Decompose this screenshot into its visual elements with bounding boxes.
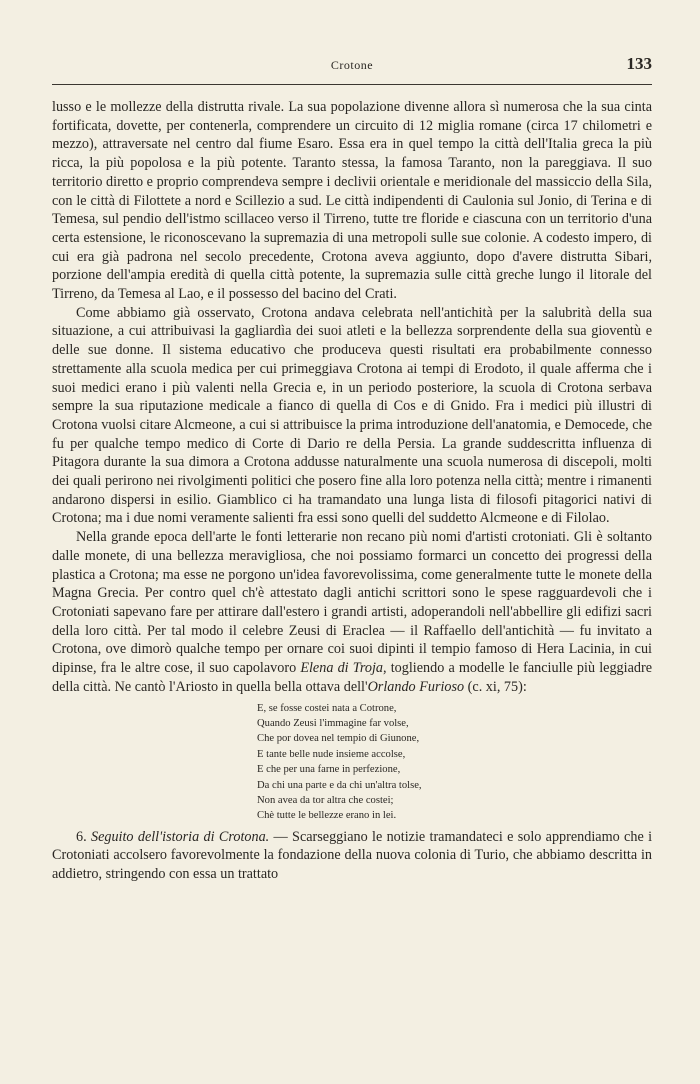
artwork-title: Elena di Troja (300, 660, 383, 677)
verse-quotation (257, 701, 652, 824)
paragraph-1: lusso e le mollezze della distrutta rivale. La sua popolazione divenne allora sì numerosa che la sua cinta fortificata, dovette, per contenerla, comprendere un circuito di 12 miglia romane (circa 17 chilometri e mezzo), attraversate nel centro dal fiume Esaro. Essa era in quel tempo la città dell'Italia greca la più ricca, la più popolosa e la più potente. Taranto stessa, la famosa Taranto, non la pareggiava. Il suo territorio diretto e proprio comprendeva sempre i declivii orientale e meridionale del massiccio della Sila, con le città di Filottete a nord e Scillezio a sud. Le città indipendenti di Caulonia sul Jonio, di Terina e di Temesa, sul pendio dell'istmo scillaceo verso il Tirreno, tutte tre floride e ciascuna con un territorio d'una certa estensione, le riconoscevano la supremazia di una metropoli sulle sue colonie. A codesto impero, di cui era già padrona nel secolo precedente, Crotona aveva aggiunto, dopo d'avere distrutta Sibari, porzione dell'ampia eredità di quella città potente, la supremazia sulle città greche lungo il litorale del Tirreno, da Temesa al Lao, e il possesso del bacino del Crati. (52, 99, 652, 303)
verse-line: E, se fosse costei nata a Cotrone, (257, 702, 397, 714)
section-6-text: — Scarseggiano le notizie tramandateci e solo apprendiamo che i Crotoniati accolsero favorevolmente la fondazione della nuova colonia di Turio, che abbiamo descritta in addietro, stringendo con essa un trattato (52, 828, 653, 883)
paragraph-3-text-c: (c. xi, 75): (464, 678, 527, 695)
verse-line: Quando Zeusi l'immagine far volse, (257, 717, 409, 729)
paragraph-2: Come abbiamo già osservato, Crotona andava celebrata nell'antichità per la salubrità della sua situazione, a cui attribuivasi la gagliardìa dei suoi atleti e la bellezza sorprendente della sua gioventù e delle sue donne. Il sistema educativo che produceva questi risultati era probabilmente connesso strettamente alla scuola medica per cui primeggiava Crotona ai tempi di Erodoto, il quale afferma che i suoi medici erano i più valenti nella Grecia e, in un periodo posteriore, la scuola di Crotona serbava sempre la sua riputazione medicale a fianco di quella di Cos e di Gnido. Fra i medici più illustri di Crotona vuolsi citare Alcmeone, a cui si attribuisce la prima introduzione dell'anatomia, e Democede, che fu per qualche tempo medico di Corte di Dario re della Persia. La grande suddescritta influenza di Pitagora durante la sua dimora a Crotona addusse naturalmente una scuola numerosa di discepoli, molti dei quali perirono nei rivolgimenti politici che posero fine alla loro potenza nella città; mentre i rimanenti andarono dispersi in esilio. Giamblico ci ha tramandato una lunga lista di filosofi pitagorici nativi di Crotona; ma i due nomi veramente salienti fra essi sono quelli del suddetto Alcmeone e di Filolao. (52, 304, 652, 527)
page-header (52, 52, 652, 84)
paragraph-3-text-b: , togliendo a modelle le fanciulle più leggiadre della città. Ne cantò l'Ariosto in quella bella ottava dell' (52, 660, 652, 695)
verse-line: E tante belle nude insieme accolse, (257, 748, 406, 760)
verse-line: E che per una farne in perfezione, (257, 764, 401, 776)
header-rule (52, 84, 652, 85)
poem-title: Orlando Furioso (367, 678, 465, 695)
running-title: Crotone (330, 58, 374, 72)
paragraph-3 (52, 528, 652, 696)
section-6 (52, 828, 652, 884)
section-title: Seguito dell'istoria di Crotona. (90, 828, 270, 845)
body-text (52, 98, 652, 884)
section-number: 6. (76, 828, 91, 845)
verse-line: Da chi una parte e da chi un'altra tolse, (257, 779, 422, 791)
verse-line: Che por dovea nel tempio di Giunone, (257, 733, 420, 745)
verse-line: Chè tutte le bellezze erano in lei. (257, 810, 397, 822)
paragraph-3-text-a: Nella grande epoca dell'arte le fonti letterarie non recano più nomi d'artisti crotoniati. Gli è soltanto dalle monete, di una bellezza meravigliosa, che noi possiamo formarci un concetto dei progressi della plastica a Crotona; ma esse ne porgono un'idea favorevolissima, come generalmente tutte le monete della Magna Grecia. Per contro quel ch'è attestato dagli antichi scrittori sono le spese ragguardevoli che i Crotoniati sapevano fare per attirare dall'estero i grandi artisti, adoperandoli nell'abbellire gli edifizi sacri della loro città. Per tal modo il celebre Zeusi di Eraclea — il Raffaello dell'antichità — fu invitato a Crotona, ove dimorò qualche tempo per ornare coi suoi dipinti il tempio famoso di Hera Lacinia, in cui dipinse, fra le altre cose, il suo capolavoro (52, 529, 652, 677)
page-number: 133 (626, 54, 652, 73)
verse-line: Non avea da tor altra che costei; (257, 794, 394, 806)
